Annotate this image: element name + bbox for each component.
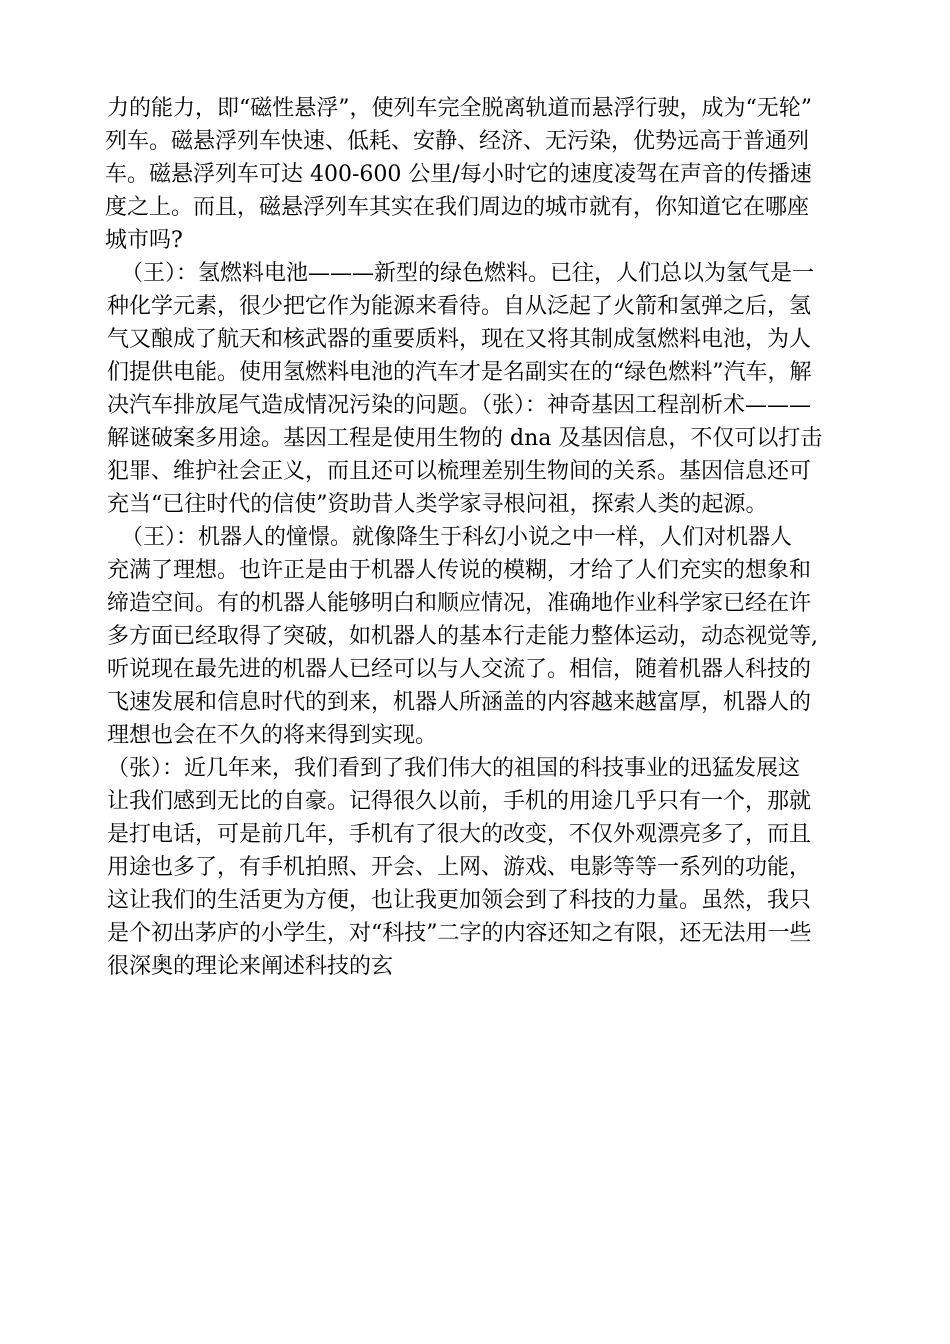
text-line: （王）：氢燃料电池———新型的绿色燃料。已往，人们总以为氢气是一 [121,261,815,286]
text-line: 充当“已往时代的信使”资助昔人类学家寻根问祖，探索人类的起源。 [107,492,768,517]
text-line: 犯罪、维护社会正义，而且还可以梳理差别生物间的关系。基因信息还可 [107,459,812,484]
text-line: 种化学元素，很少把它作为能源来看待。自从泛起了火箭和氢弹之后，氢 [107,294,812,319]
text-line: 城市吗? [105,228,183,253]
text-line: 气又酿成了航天和核武器的重要质料，现在又将其制成氢燃料电池，为人 [107,327,812,352]
text-line: 力的能力，即“磁性悬浮”，使列车完全脱离轨道而悬浮行驶，成为“无轮” [107,96,812,121]
text-line: 多方面已经取得了突破，如机器人的基本行走能力整体运动，动态视觉等, [107,624,818,649]
text-line: 决汽车排放尾气造成情况污染的问题。（张）：神奇基因工程剖析术——— [107,393,812,418]
text-line: 缔造空间。有的机器人能够明白和顺应情况，准确地作业科学家已经在许 [107,591,812,616]
text-line: 让我们感到无比的自豪。记得很久以前，手机的用途几乎只有一个，那就 [107,789,812,814]
text-line: 度之上。而且，磁悬浮列车其实在我们周边的城市就有，你知道它在哪座 [105,195,810,220]
text-line: 是打电话，可是前几年，手机有了很大的改变，不仅外观漂亮多了，而且 [107,822,812,847]
text-line: 听说现在最先进的机器人已经可以与人交流了。相信，随着机器人科技的 [107,657,812,682]
text-line: 列车。磁悬浮列车快速、低耗、安静、经济、无污染，优势远高于普通列 [105,129,810,154]
text-line: 用途也多了，有手机拍照、开会、上网、游戏、电影等等一系列的功能， [107,855,812,880]
text-line: 这让我们的生活更为方便，也让我更加领会到了科技的力量。虽然，我只 [107,888,812,913]
text-line: （王）：机器人的憧憬。就像降生于科幻小说之中一样，人们对机器人 [121,525,793,550]
text-line: 很深奥的理论来阐述科技的玄 [107,954,394,979]
text-line: 解谜破案多用途。基因工程是使用生物的 dna 及基因信息，不仅可以打击 [107,426,823,451]
text-line: 是个初出茅庐的小学生，对“科技”二字的内容还知之有限，还无法用一些 [107,921,812,946]
text-line: 们提供电能。使用氢燃料电池的汽车才是名副实在的“绿色燃料”汽车，解 [107,360,812,385]
text-line: 理想也会在不久的将来得到实现。 [107,723,438,748]
text-line: 充满了理想。也许正是由于机器人传说的模糊，才给了人们充实的想象和 [107,558,812,583]
text-line: 飞速发展和信息时代的到来，机器人所涵盖的内容越来越富厚，机器人的 [107,690,812,715]
body-text [107,92,867,983]
text-line: 车。磁悬浮列车可达 400-600 公里/每小时它的速度凌驾在声音的传播速 [105,162,812,187]
text-line: （张）：近几年来，我们看到了我们伟大的祖国的科技事业的迅猛发展这 [107,756,801,781]
